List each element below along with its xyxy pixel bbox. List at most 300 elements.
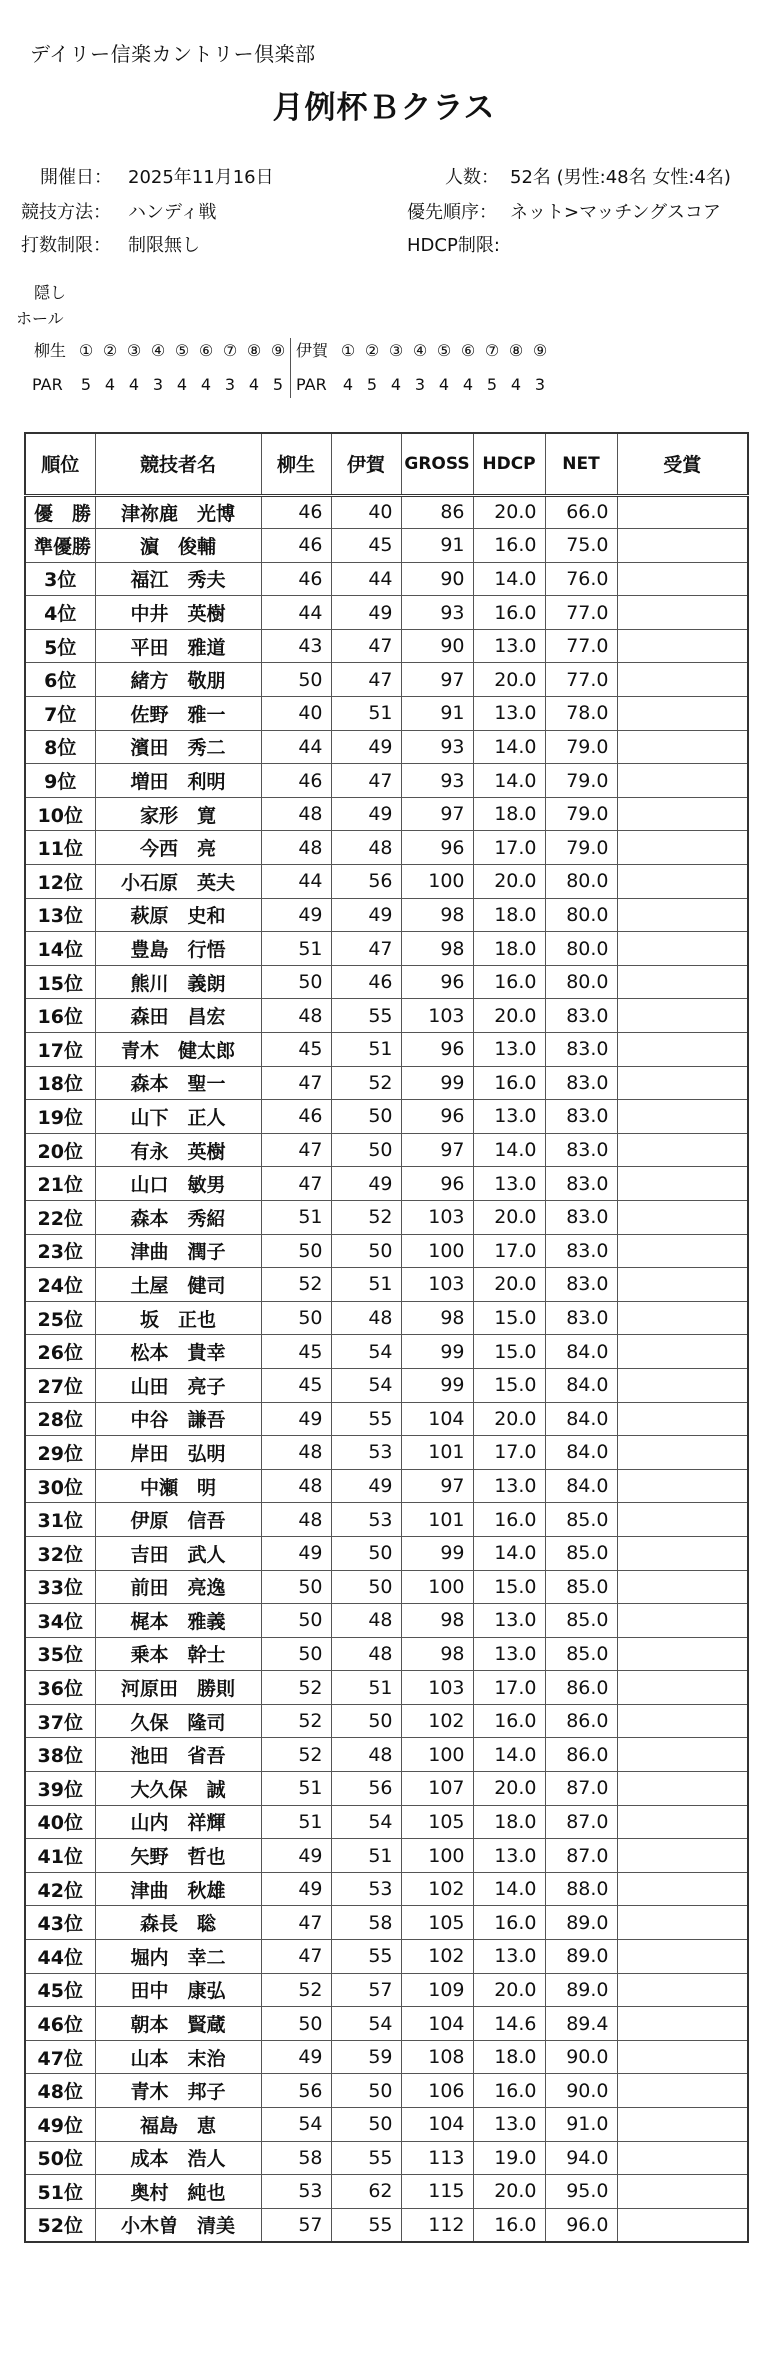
table-row <box>25 697 748 731</box>
table-row <box>25 1738 748 1772</box>
cell-hdcp: 16.0 <box>473 1906 545 1940</box>
cell-in: 50 <box>331 2108 401 2142</box>
cell-in: 53 <box>331 1503 401 1537</box>
strokes-value: 制限無し <box>128 235 200 256</box>
cell-net: 89.0 <box>545 1906 617 1940</box>
cell-net: 80.0 <box>545 932 617 966</box>
cell-gross: 90 <box>401 629 473 663</box>
cell-name: 緒方 敬朋 <box>95 663 261 697</box>
cell-in: 54 <box>331 1368 401 1402</box>
cell-gross: 104 <box>401 2108 473 2142</box>
cell-gross: 93 <box>401 730 473 764</box>
cell-rank: 準優勝 <box>25 529 95 563</box>
cell-net: 89.0 <box>545 1973 617 2007</box>
par2-cell: 4 <box>510 375 522 394</box>
cell-rank: 45位 <box>25 1973 95 2007</box>
cell-name: 津曲 秋雄 <box>95 1872 261 1906</box>
cell-name: 福江 秀夫 <box>95 562 261 596</box>
cell-rank: 43位 <box>25 1906 95 1940</box>
cell-net: 84.0 <box>545 1402 617 1436</box>
cell-net: 87.0 <box>545 1805 617 1839</box>
cell-net: 85.0 <box>545 1604 617 1638</box>
par1-cell: 4 <box>104 375 116 394</box>
cell-out: 58 <box>261 2141 331 2175</box>
cell-out: 50 <box>261 1570 331 1604</box>
cell-out: 48 <box>261 1503 331 1537</box>
cell-net: 87.0 <box>545 1772 617 1806</box>
cell-rank: 20位 <box>25 1133 95 1167</box>
cell-name: 森本 秀紹 <box>95 1200 261 1234</box>
table-row <box>25 663 748 697</box>
cell-gross: 106 <box>401 2074 473 2108</box>
cell-hdcp: 20.0 <box>473 1268 545 1302</box>
nums2-cell: ④ <box>412 341 428 360</box>
cell-in: 49 <box>331 1469 401 1503</box>
cell-net: 88.0 <box>545 1872 617 1906</box>
cell-net: 83.0 <box>545 1301 617 1335</box>
cell-award <box>617 1234 748 1268</box>
cell-in: 51 <box>331 1033 401 1067</box>
cell-award <box>617 1805 748 1839</box>
cell-out: 57 <box>261 2208 331 2242</box>
cell-hdcp: 16.0 <box>473 2074 545 2108</box>
date-label: 開催日： <box>40 167 112 188</box>
cell-award <box>617 529 748 563</box>
cell-award <box>617 2175 748 2209</box>
cell-award <box>617 495 748 529</box>
cell-in: 53 <box>331 1436 401 1470</box>
table-row <box>25 1671 748 1705</box>
cell-award <box>617 562 748 596</box>
cell-name: 乗本 幹士 <box>95 1637 261 1671</box>
cell-in: 49 <box>331 730 401 764</box>
cell-hdcp: 15.0 <box>473 1335 545 1369</box>
cell-name: 佐野 雅一 <box>95 697 261 731</box>
hdcp-limit-label: HDCP制限: <box>407 235 500 256</box>
cell-name: 有永 英樹 <box>95 1133 261 1167</box>
par2-cell: 4 <box>462 375 474 394</box>
cell-out: 52 <box>261 1671 331 1705</box>
cell-net: 79.0 <box>545 831 617 865</box>
method-label: 競技方法： <box>21 202 111 223</box>
cell-in: 48 <box>331 1738 401 1772</box>
cell-in: 53 <box>331 1872 401 1906</box>
par1-cell: 4 <box>200 375 212 394</box>
cell-rank: 18位 <box>25 1066 95 1100</box>
cell-in: 56 <box>331 1772 401 1806</box>
par2-cell: 4 <box>438 375 450 394</box>
cell-gross: 100 <box>401 1234 473 1268</box>
count-value: 52名 (男性:48名 女性:4名) <box>510 167 731 188</box>
cell-award <box>617 1940 748 1974</box>
cell-rank: 13位 <box>25 898 95 932</box>
cell-award <box>617 999 748 1033</box>
cell-hdcp: 20.0 <box>473 1200 545 1234</box>
par2-cell: 5 <box>366 375 378 394</box>
cell-out: 50 <box>261 1301 331 1335</box>
par1-cell: 3 <box>224 375 236 394</box>
results-body <box>25 495 748 2242</box>
cell-out: 52 <box>261 1738 331 1772</box>
nums1-cell: ⑧ <box>246 341 262 360</box>
cell-rank: 29位 <box>25 1436 95 1470</box>
par2-label: PAR <box>296 375 327 394</box>
cell-hdcp: 20.0 <box>473 1402 545 1436</box>
cell-in: 48 <box>331 831 401 865</box>
cell-rank: 33位 <box>25 1570 95 1604</box>
table-row <box>25 2108 748 2142</box>
cell-award <box>617 1637 748 1671</box>
cell-out: 52 <box>261 1973 331 2007</box>
cell-in: 49 <box>331 1167 401 1201</box>
cell-hdcp: 13.0 <box>473 1100 545 1134</box>
table-row <box>25 1940 748 1974</box>
table-row <box>25 1133 748 1167</box>
cell-rank: 37位 <box>25 1704 95 1738</box>
nums1-cell: ⑨ <box>270 341 286 360</box>
cell-gross: 103 <box>401 999 473 1033</box>
cell-name: 大久保 誠 <box>95 1772 261 1806</box>
cell-hdcp: 16.0 <box>473 965 545 999</box>
cell-award <box>617 1872 748 1906</box>
cell-in: 44 <box>331 562 401 596</box>
cell-hdcp: 16.0 <box>473 1066 545 1100</box>
table-row <box>25 1268 748 1302</box>
method-value: ハンディ戦 <box>128 202 217 223</box>
cell-name: 濱田 秀二 <box>95 730 261 764</box>
cell-gross: 113 <box>401 2141 473 2175</box>
cell-name: 平田 雅道 <box>95 629 261 663</box>
cell-rank: 44位 <box>25 1940 95 1974</box>
cell-hdcp: 16.0 <box>473 529 545 563</box>
nums1-cell: ⑥ <box>198 341 214 360</box>
header-award: 受賞 <box>617 433 748 495</box>
cell-gross: 102 <box>401 1704 473 1738</box>
cell-rank: 27位 <box>25 1368 95 1402</box>
cell-rank: 46位 <box>25 2007 95 2041</box>
table-row <box>25 1436 748 1470</box>
cell-name: 森田 昌宏 <box>95 999 261 1033</box>
cell-out: 44 <box>261 730 331 764</box>
cell-out: 52 <box>261 1268 331 1302</box>
cell-hdcp: 20.0 <box>473 1772 545 1806</box>
cell-out: 48 <box>261 1469 331 1503</box>
cell-rank: 19位 <box>25 1100 95 1134</box>
cell-hdcp: 13.0 <box>473 1604 545 1638</box>
cell-net: 96.0 <box>545 2208 617 2242</box>
par1-cell: 5 <box>272 375 284 394</box>
par2-cell: 3 <box>414 375 426 394</box>
table-row <box>25 831 748 865</box>
cell-rank: 50位 <box>25 2141 95 2175</box>
cell-rank: 39位 <box>25 1772 95 1806</box>
cell-gross: 100 <box>401 865 473 899</box>
cell-in: 54 <box>331 1335 401 1369</box>
cell-net: 83.0 <box>545 1268 617 1302</box>
cell-net: 79.0 <box>545 797 617 831</box>
cell-gross: 97 <box>401 1469 473 1503</box>
table-row <box>25 898 748 932</box>
cell-award <box>617 730 748 764</box>
cell-gross: 90 <box>401 562 473 596</box>
cell-award <box>617 1973 748 2007</box>
cell-net: 83.0 <box>545 1234 617 1268</box>
cell-award <box>617 1906 748 1940</box>
hidden-label-2: ホール <box>16 309 64 328</box>
cell-rank: 52位 <box>25 2208 95 2242</box>
header-in: 伊賀 <box>331 433 401 495</box>
cell-in: 59 <box>331 2040 401 2074</box>
cell-hdcp: 14.0 <box>473 562 545 596</box>
cell-net: 79.0 <box>545 764 617 798</box>
table-row <box>25 2208 748 2242</box>
cell-net: 83.0 <box>545 1133 617 1167</box>
cell-award <box>617 2040 748 2074</box>
table-header-row <box>25 433 748 495</box>
cell-net: 83.0 <box>545 1200 617 1234</box>
cell-out: 46 <box>261 529 331 563</box>
cell-name: 森本 聖一 <box>95 1066 261 1100</box>
cell-hdcp: 13.0 <box>473 1839 545 1873</box>
cell-gross: 99 <box>401 1368 473 1402</box>
cell-hdcp: 17.0 <box>473 831 545 865</box>
nums1-cell: ③ <box>126 341 142 360</box>
par2-cell: 5 <box>486 375 498 394</box>
table-row <box>25 932 748 966</box>
cell-name: 豊島 行悟 <box>95 932 261 966</box>
cell-gross: 103 <box>401 1200 473 1234</box>
cell-in: 50 <box>331 1536 401 1570</box>
cell-award <box>617 1704 748 1738</box>
nums2-cell: ② <box>364 341 380 360</box>
cell-gross: 98 <box>401 1301 473 1335</box>
cell-in: 55 <box>331 2141 401 2175</box>
cell-hdcp: 16.0 <box>473 1503 545 1537</box>
table-row <box>25 2040 748 2074</box>
cell-in: 49 <box>331 797 401 831</box>
cell-in: 54 <box>331 1805 401 1839</box>
cell-award <box>617 1503 748 1537</box>
cell-in: 62 <box>331 2175 401 2209</box>
cell-award <box>617 1066 748 1100</box>
cell-out: 50 <box>261 663 331 697</box>
cell-name: 津曲 潤子 <box>95 1234 261 1268</box>
cell-award <box>617 898 748 932</box>
cell-hdcp: 20.0 <box>473 2175 545 2209</box>
cell-gross: 96 <box>401 831 473 865</box>
cell-rank: 23位 <box>25 1234 95 1268</box>
cell-name: 山内 祥輝 <box>95 1805 261 1839</box>
cell-name: 土屋 健司 <box>95 1268 261 1302</box>
table-row <box>25 1402 748 1436</box>
cell-out: 49 <box>261 1402 331 1436</box>
cell-award <box>617 1167 748 1201</box>
table-row <box>25 1234 748 1268</box>
cell-name: 河原田 勝則 <box>95 1671 261 1705</box>
nums2-cell: ⑧ <box>508 341 524 360</box>
cell-net: 86.0 <box>545 1738 617 1772</box>
table-row <box>25 2074 748 2108</box>
cell-in: 50 <box>331 1100 401 1134</box>
cell-hdcp: 20.0 <box>473 663 545 697</box>
cell-net: 91.0 <box>545 2108 617 2142</box>
cell-hdcp: 20.0 <box>473 865 545 899</box>
cell-net: 77.0 <box>545 629 617 663</box>
cell-gross: 100 <box>401 1738 473 1772</box>
cell-hdcp: 15.0 <box>473 1301 545 1335</box>
table-row <box>25 1839 748 1873</box>
cell-hdcp: 13.0 <box>473 1469 545 1503</box>
cell-gross: 96 <box>401 1167 473 1201</box>
cell-gross: 99 <box>401 1066 473 1100</box>
cell-rank: 26位 <box>25 1335 95 1369</box>
cell-name: 久保 隆司 <box>95 1704 261 1738</box>
table-row <box>25 1100 748 1134</box>
cell-rank: 40位 <box>25 1805 95 1839</box>
club-name: デイリー信楽カントリー倶楽部 <box>30 42 316 66</box>
cell-gross: 103 <box>401 1671 473 1705</box>
cell-hdcp: 15.0 <box>473 1570 545 1604</box>
table-row <box>25 1368 748 1402</box>
cell-name: 今西 亮 <box>95 831 261 865</box>
cell-out: 48 <box>261 797 331 831</box>
cell-net: 86.0 <box>545 1704 617 1738</box>
cell-in: 50 <box>331 2074 401 2108</box>
nums2-cell: ① <box>340 341 356 360</box>
table-row <box>25 1973 748 2007</box>
cell-out: 48 <box>261 999 331 1033</box>
cell-name: 朝本 賢蔵 <box>95 2007 261 2041</box>
par1-cell: 4 <box>128 375 140 394</box>
cell-rank: 41位 <box>25 1839 95 1873</box>
header-net: NET <box>545 433 617 495</box>
cell-rank: 51位 <box>25 2175 95 2209</box>
table-row <box>25 1469 748 1503</box>
cell-out: 54 <box>261 2108 331 2142</box>
cell-hdcp: 17.0 <box>473 1671 545 1705</box>
cell-net: 85.0 <box>545 1637 617 1671</box>
cell-gross: 102 <box>401 1940 473 1974</box>
cell-in: 40 <box>331 495 401 529</box>
cell-gross: 98 <box>401 932 473 966</box>
cell-name: 田中 康弘 <box>95 1973 261 2007</box>
cell-out: 52 <box>261 1704 331 1738</box>
cell-out: 46 <box>261 764 331 798</box>
nums2-cell: ③ <box>388 341 404 360</box>
hidden-holes <box>0 0 768 420</box>
table-row <box>25 1906 748 1940</box>
cell-net: 83.0 <box>545 999 617 1033</box>
nums1-cell: ② <box>102 341 118 360</box>
cell-hdcp: 18.0 <box>473 932 545 966</box>
table-row <box>25 1301 748 1335</box>
cell-in: 47 <box>331 764 401 798</box>
table-row <box>25 596 748 630</box>
cell-in: 58 <box>331 1906 401 1940</box>
par1-cell: 4 <box>248 375 260 394</box>
cell-rank: 10位 <box>25 797 95 831</box>
cell-award <box>617 1033 748 1067</box>
par1-cell: 3 <box>152 375 164 394</box>
table-row <box>25 797 748 831</box>
table-row <box>25 2007 748 2041</box>
table-row <box>25 495 748 529</box>
cell-rank: 15位 <box>25 965 95 999</box>
cell-out: 48 <box>261 1436 331 1470</box>
nums1-cell: ⑦ <box>222 341 238 360</box>
cell-hdcp: 18.0 <box>473 2040 545 2074</box>
cell-award <box>617 932 748 966</box>
cell-gross: 104 <box>401 2007 473 2041</box>
cell-name: 増田 利明 <box>95 764 261 798</box>
cell-award <box>617 2108 748 2142</box>
nums2-cell: ⑥ <box>460 341 476 360</box>
cell-in: 45 <box>331 529 401 563</box>
header-name: 競技者名 <box>95 433 261 495</box>
cell-award <box>617 764 748 798</box>
cell-hdcp: 14.0 <box>473 1536 545 1570</box>
cell-gross: 102 <box>401 1872 473 1906</box>
cell-rank: 49位 <box>25 2108 95 2142</box>
cell-hdcp: 14.0 <box>473 730 545 764</box>
cell-in: 50 <box>331 1570 401 1604</box>
header-out: 柳生 <box>261 433 331 495</box>
cell-hdcp: 14.0 <box>473 1872 545 1906</box>
cell-out: 49 <box>261 1872 331 1906</box>
table-row <box>25 529 748 563</box>
cell-out: 46 <box>261 562 331 596</box>
cell-net: 90.0 <box>545 2040 617 2074</box>
table-row <box>25 1200 748 1234</box>
cell-net: 83.0 <box>545 1066 617 1100</box>
table-row <box>25 999 748 1033</box>
cell-net: 95.0 <box>545 2175 617 2209</box>
cell-name: 青木 健太郎 <box>95 1033 261 1067</box>
cell-out: 45 <box>261 1368 331 1402</box>
table-row <box>25 865 748 899</box>
cell-name: 池田 省吾 <box>95 1738 261 1772</box>
cell-name: 青木 邦子 <box>95 2074 261 2108</box>
cell-hdcp: 13.0 <box>473 1637 545 1671</box>
cell-rank: 32位 <box>25 1536 95 1570</box>
cell-name: 森長 聡 <box>95 1906 261 1940</box>
cell-gross: 96 <box>401 1033 473 1067</box>
cell-award <box>617 1570 748 1604</box>
cell-hdcp: 14.0 <box>473 764 545 798</box>
cell-gross: 104 <box>401 1402 473 1436</box>
cell-award <box>617 1200 748 1234</box>
nums1-cell: ⑤ <box>174 341 190 360</box>
cell-hdcp: 13.0 <box>473 1033 545 1067</box>
cell-in: 48 <box>331 1604 401 1638</box>
table-row <box>25 1637 748 1671</box>
cell-in: 47 <box>331 932 401 966</box>
cell-name: 前田 亮逸 <box>95 1570 261 1604</box>
cell-out: 47 <box>261 1167 331 1201</box>
nums1-cell: ④ <box>150 341 166 360</box>
cell-gross: 103 <box>401 1268 473 1302</box>
cell-net: 86.0 <box>545 1671 617 1705</box>
cell-award <box>617 629 748 663</box>
cell-gross: 101 <box>401 1436 473 1470</box>
table-row <box>25 1335 748 1369</box>
cell-award <box>617 1301 748 1335</box>
cell-net: 76.0 <box>545 562 617 596</box>
cell-name: 萩原 史和 <box>95 898 261 932</box>
cell-hdcp: 14.6 <box>473 2007 545 2041</box>
hidden-label-1: 隠し <box>34 283 67 302</box>
cell-hdcp: 16.0 <box>473 2208 545 2242</box>
